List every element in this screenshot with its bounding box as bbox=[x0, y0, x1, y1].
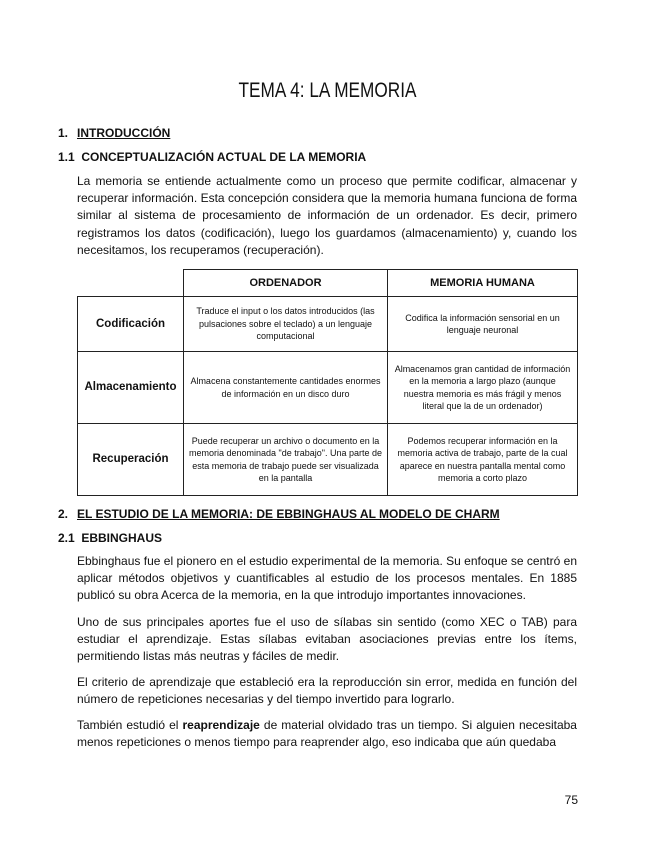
page-number: 75 bbox=[564, 793, 578, 807]
section-number: 2. bbox=[58, 507, 69, 521]
row-label: Codificación bbox=[78, 297, 184, 352]
comparison-table bbox=[77, 269, 578, 496]
cell-memoria: Codifica la información sensorial en un lenguaje neuronal bbox=[388, 297, 578, 352]
table-row bbox=[78, 352, 578, 424]
ebbinghaus-paragraph-3: El criterio de aprendizaje que estableció era la reproducción sin error, medida en función del número de repeticiones necesarias y del tiempo invertido para lograrlo. bbox=[77, 675, 577, 707]
section-2-heading bbox=[58, 507, 500, 521]
intro-paragraph: La memoria se entiende actualmente como un proceso que permite codificar, almacenar y recuperar información. Esta concepción considera que la memoria humana funciona de forma similar al sistema de procesamiento de información de un ordenador. Es decir, primero registramos los datos (codificación), luego los guardamos (almacenamiento) y, cuando los necesitamos, los recuperamos (recuperación). bbox=[77, 174, 577, 257]
cell-ordenador: Puede recuperar un archivo o documento en la memoria denominada "de trabajo". Una parte de esta memoria de trabajo puede ser visualizada en la pantalla bbox=[184, 424, 388, 496]
section-number: 1.1 bbox=[58, 150, 75, 164]
header-memoria-humana: MEMORIA HUMANA bbox=[388, 270, 578, 297]
row-label: Almacenamiento bbox=[78, 352, 184, 424]
section-title: EBBINGHAUS bbox=[81, 531, 163, 545]
text-run: de material olvidado tras un tiempo. Si alguien necesitaba menos repeticiones o menos tiempo para reaprender algo, eso indicaba que aún quedaba bbox=[77, 718, 577, 750]
ebbinghaus-paragraph-1: Ebbinghaus fue el pionero en el estudio experimental de la memoria. Su enfoque se centró en aplicar métodos objetivos y cuantificables al estudio de los procesos mentales. En 1885 publicó su obra Acerca de la memoria, en la que introdujo importantes innovaciones. bbox=[77, 554, 577, 603]
page-title: TEMA 4: LA MEMORIA bbox=[238, 79, 417, 102]
ebbinghaus-paragraph-4 bbox=[77, 717, 577, 751]
ebbinghaus-paragraph-2: Uno de sus principales aportes fue el uso de sílabas sin sentido (como XEC o TAB) para estudiar el aprendizaje. Estas sílabas evitaban asociaciones previas entre los ítems, permitiendo listas más neutras y fáciles de medir. bbox=[77, 615, 577, 664]
section-number: 1. bbox=[58, 126, 69, 140]
table-header-row bbox=[78, 270, 578, 297]
cell-ordenador: Almacena constantemente cantidades enormes de información en un disco duro bbox=[184, 352, 388, 424]
section-number: 2.1 bbox=[58, 531, 75, 545]
section-1-1-heading bbox=[58, 150, 366, 164]
section-2-1-heading bbox=[58, 531, 162, 545]
empty-header-cell bbox=[78, 270, 184, 297]
section-title: INTRODUCCIÓN bbox=[77, 126, 171, 140]
header-ordenador: ORDENADOR bbox=[184, 270, 388, 297]
section-1-heading bbox=[58, 126, 170, 140]
table-row bbox=[78, 297, 578, 352]
bold-term: reaprendizaje bbox=[182, 718, 260, 732]
section-title: CONCEPTUALIZACIÓN ACTUAL DE LA MEMORIA bbox=[81, 150, 367, 164]
section-title: EL ESTUDIO DE LA MEMORIA: DE EBBINGHAUS AL MODELO DE CHARM bbox=[77, 507, 500, 521]
cell-memoria: Podemos recuperar información en la memoria activa de trabajo, parte de la cual aparece en nuestra pantalla mental como memoria a corto plazo bbox=[388, 424, 578, 496]
table-row bbox=[78, 424, 578, 496]
row-label: Recuperación bbox=[78, 424, 184, 496]
cell-ordenador: Traduce el input o los datos introducidos (las pulsaciones sobre el teclado) a un lenguaje computacional bbox=[184, 297, 388, 352]
text-run: También estudió el bbox=[77, 718, 183, 732]
cell-memoria: Almacenamos gran cantidad de información en la memoria a largo plazo (aunque nuestra memoria es más frágil y menos literal que la de un ordenador) bbox=[388, 352, 578, 424]
